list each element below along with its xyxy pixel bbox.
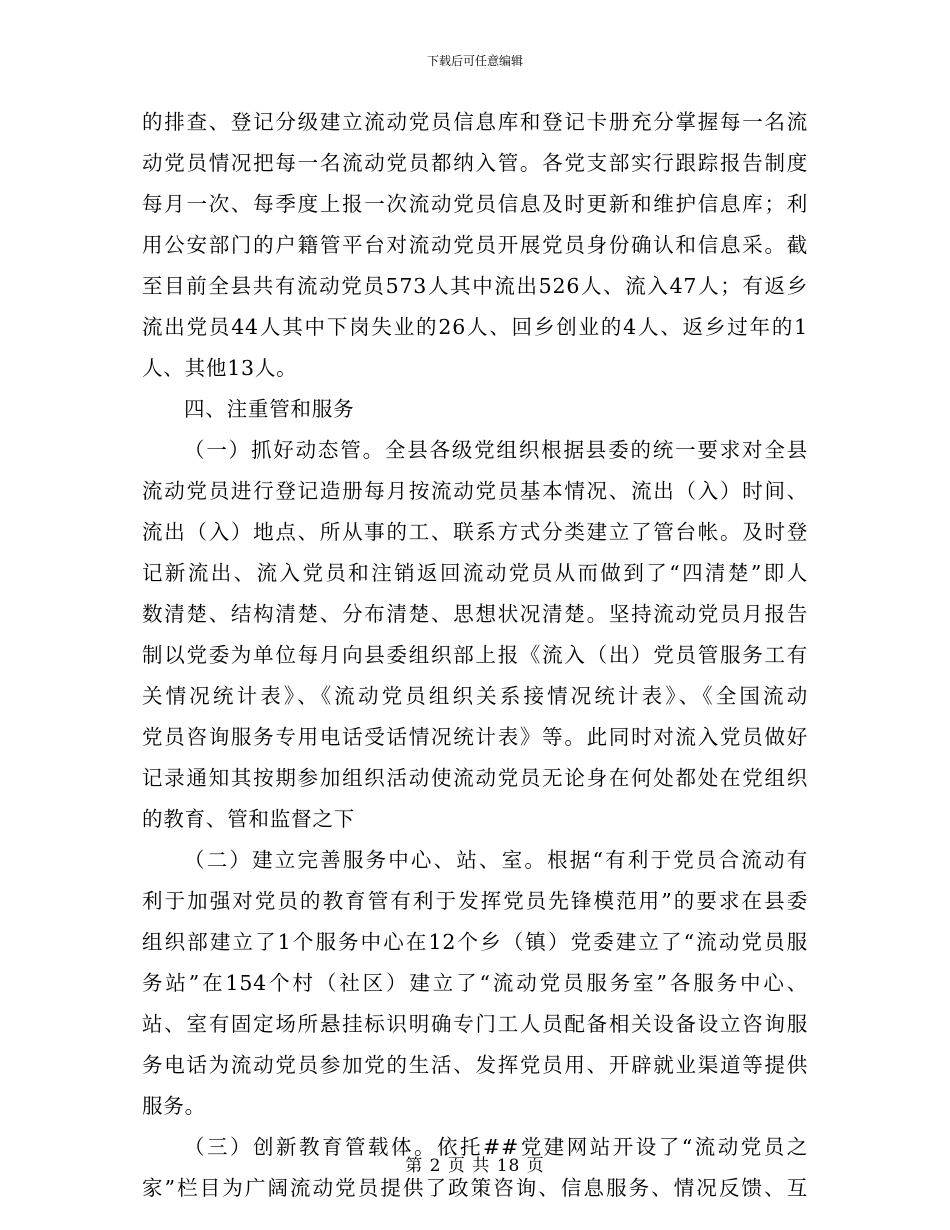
text-line: 的教育、管和监督之下 bbox=[142, 807, 355, 831]
text-line: 党员咨询服务专用电话受话情况统计表》等。此同时对流入党员做好 bbox=[142, 725, 808, 749]
text-line: 服务。 bbox=[142, 1094, 206, 1118]
text-line: 制以党委为单位每月向县委组织部上报《流入（出）党员管服务工有 bbox=[142, 643, 808, 667]
text-line: 至目前全县共有流动党员573人其中流出526人、流入47人；有返乡 bbox=[142, 274, 808, 298]
text-line: 流出党员44人其中下岗失业的26人、回乡创业的4人、返乡过年的1 bbox=[142, 315, 808, 339]
text-line: 流出（入）地点、所从事的工、联系方式分类建立了管台帐。及时登 bbox=[142, 520, 808, 544]
text-line: 家”栏目为广阔流动党员提供了政策咨询、信息服务、情况反馈、互 bbox=[142, 1176, 808, 1200]
text-line: 人、其他13人。 bbox=[142, 356, 298, 380]
document-body bbox=[142, 102, 808, 1209]
page-number: 第 2 页 共 18 页 bbox=[405, 1156, 545, 1176]
text-line: 数清楚、结构清楚、分布清楚、思想状况清楚。坚持流动党员月报告 bbox=[142, 602, 808, 626]
text-line: 站、室有固定场所悬挂标识明确专门工人员配备相关设备设立咨询服 bbox=[142, 1012, 808, 1036]
text-line: 记录通知其按期参加组织活动使流动党员无论身在何处都处在党组织 bbox=[142, 766, 808, 790]
text-line: 组织部建立了1个服务中心在12个乡（镇）党委建立了“流动党员服 bbox=[142, 930, 808, 954]
text-line: 的排查、登记分级建立流动党员信息库和登记卡册充分掌握每一名流 bbox=[142, 110, 808, 134]
text-line: 关情况统计表》、《流动党员组织关系接情况统计表》、《全国流动 bbox=[142, 684, 808, 708]
text-line: 每月一次、每季度上报一次流动党员信息及时更新和维护信息库；利 bbox=[142, 192, 808, 216]
text-line: （一）抓好动态管。全县各级党组织根据县委的统一要求对全县 bbox=[184, 438, 808, 462]
text-line: 用公安部门的户籍管平台对流动党员开展党员身份确认和信息采。截 bbox=[142, 233, 808, 257]
page-header: 下载后可任意编辑 bbox=[426, 54, 523, 68]
text-line: 利于加强对党员的教育管有利于发挥党员先锋模范用”的要求在县委 bbox=[142, 889, 808, 913]
text-line: （二）建立完善服务中心、站、室。根据“有利于党员合流动有 bbox=[184, 848, 808, 872]
text-line: 流动党员进行登记造册每月按流动党员基本情况、流出（入）时间、 bbox=[142, 479, 808, 503]
section-heading: 四、注重管和服务 bbox=[184, 397, 355, 421]
text-line: 记新流出、流入党员和注销返回流动党员从而做到了“四清楚”即人 bbox=[142, 561, 808, 585]
text-line: 务电话为流动党员参加党的生活、发挥党员用、开辟就业渠道等提供 bbox=[142, 1053, 808, 1077]
text-line: 动党员情况把每一名流动党员都纳入管。各党支部实行跟踪报告制度 bbox=[142, 151, 808, 175]
text-line: 务站”在154个村（社区）建立了“流动党员服务室”各服务中心、 bbox=[142, 971, 808, 995]
text-line: （三）创新教育管载体。依托##党建网站开设了“流动党员之 bbox=[184, 1135, 808, 1159]
